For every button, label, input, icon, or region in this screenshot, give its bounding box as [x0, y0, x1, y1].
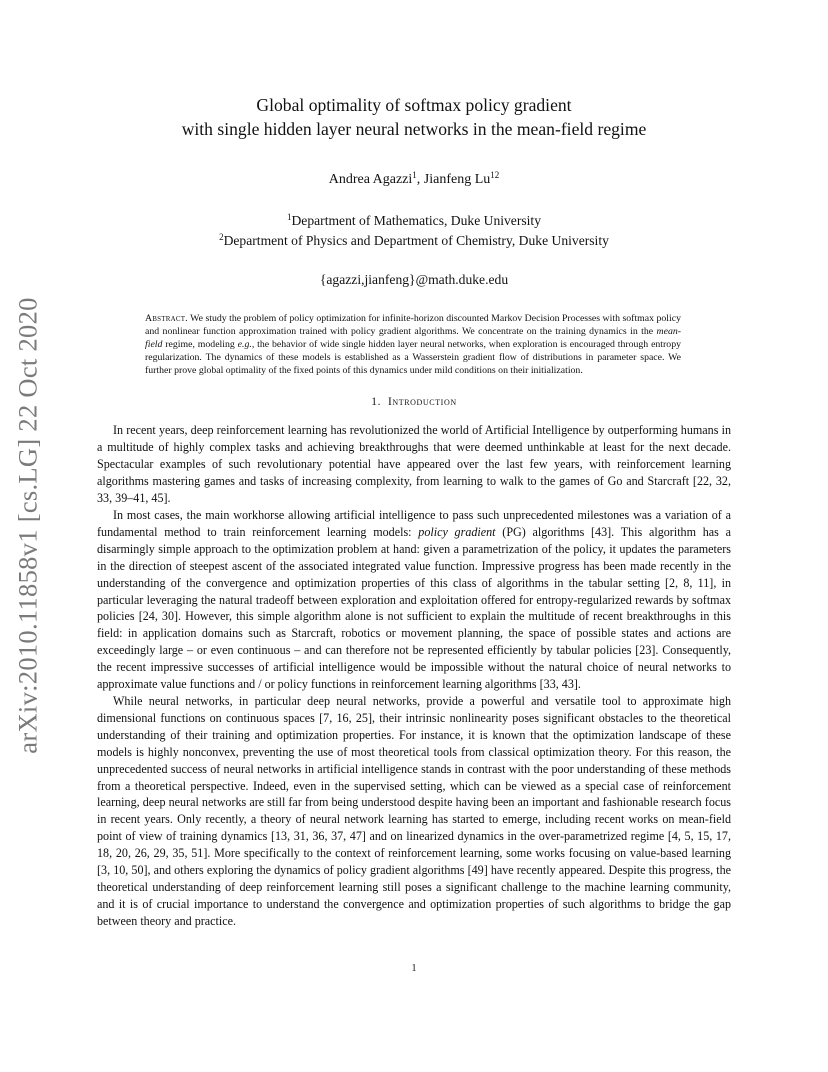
body-paragraph: While neural networks, in particular deep neural networks, provide a powerful and versatile tool to approximate high dimensional functions on continuous spaces [7, 16, 25], their intrinsic nonlinearity poses significant obstacles to the theoretical understanding of their training and optimization properties. For instance, it is known that the optimization landscape of these models is highly nonconvex, preventing the use of most theoretical tools from classical optimization theory. For this reason, the unprecedented success of neural networks in artificial intelligence stands in contrast with the poor understanding of these methods from a theoretical perspective. Indeed, even in the supervised setting, which can be viewed as a special case of reinforcement learning, deep neural networks are still far from being understood despite having been an important and fashionable research focus in recent years. Only recently, a theory of neural network learning has started to emerge, including recent works on mean-field point of view of training dynamics [13, 31, 36, 37, 47] and on linearized dynamics in the over-parametrized regime [4, 5, 15, 17, 18, 20, 26, 29, 35, 51]. More specifically to the context of reinforcement learning, some works focusing on value-based learning [3, 10, 50], and others exploring the dynamics of policy gradient algorithms [49] have recently appeared. Despite this progress, the theoretical understanding of deep reinforcement learning still poses a significant challenge to the machine learning community, and it is of crucial importance to understand the convergence and optimization properties of such algorithms to bridge the gap between theory and practice.	[97, 693, 731, 928]
author-separator: ,	[416, 172, 424, 187]
author-affil-mark: 12	[490, 170, 500, 180]
abstract-heading: Abstract.	[145, 313, 188, 324]
abstract-text: , the behavior of wide single hidden layer neural networks, when exploration is encouraged through entropy regularization. The dynamics of these models is established as a Wasserstein gradient flow of distributions in parameter space. We further prove global optimality of the fixed points of this dynamics under mild conditions on their initialization.	[145, 339, 681, 377]
paper-title	[97, 93, 731, 141]
affiliation-text: Department of Physics and Department of Chemistry, Duke University	[223, 233, 609, 248]
paragraph-emphasis: policy gradient	[418, 524, 496, 539]
title-line-2: with single hidden layer neural networks in the mean-field regime	[181, 119, 647, 139]
affiliation-mark: 1	[286, 212, 292, 222]
page-number: 1	[411, 963, 417, 974]
body-paragraph	[97, 507, 731, 693]
body-paragraph: In recent years, deep reinforcement learning has revolutionized the world of Artificial Intelligence by outperforming humans in a multitude of highly complex tasks and achieving breakthroughs that were deemed unthinkable at least for the next decade. Spectacular examples of such revolutionary potential have appeared over the last few years, with reinforcement learning algorithms mastering games and tasks of increasing complexity, from learning to walk to the games of Go and Starcraft [22, 32, 33, 39–41, 45].	[97, 423, 731, 506]
section-number: 1.	[371, 396, 382, 409]
abstract	[145, 312, 681, 377]
author-name: Andrea Agazzi	[328, 172, 413, 187]
section-body	[97, 422, 731, 929]
abstract-text: We study the problem of policy optimization for infinite-horizon discounted Markov Decision Processes with softmax policy and nonlinear function approximation trained with policy gradient algorithms. We concentrate on the training dynamics in the	[145, 313, 681, 338]
author-list	[97, 171, 731, 189]
affiliation	[97, 211, 731, 231]
author-name: Jianfeng Lu	[423, 172, 491, 187]
abstract-text: regime, modeling	[162, 339, 238, 351]
abstract-emphasis: e.g.	[237, 339, 252, 351]
abstract-emphasis: mean-field	[145, 326, 681, 351]
section-title: Introduction	[387, 396, 457, 409]
affiliations	[97, 211, 731, 251]
affiliation-text: Department of Mathematics, Duke University	[291, 213, 542, 228]
arxiv-side-stamp	[6, 290, 50, 760]
paragraph-text: In most cases, the main workhorse allowing artificial intelligence to pass such unprecedented milestones was a variation of a fundamental method to train reinforcement learning models:	[97, 508, 731, 539]
title-line-1: Global optimality of softmax policy gradient	[256, 95, 572, 115]
paper-page	[97, 93, 731, 930]
author-affil-mark: 1	[412, 170, 417, 180]
arxiv-identifier: arXiv:2010.11858v1 [cs.LG] 22 Oct 2020	[12, 296, 43, 754]
paragraph-text: (PG) algorithms [43]. This algorithm has a disarmingly simple approach to the optimization problem at hand: given a parametrization of the policy, it updates the parameters in the direction of steepest ascent of the associated integrated value function. Impressive progress has been made recently in the understanding of the convergence and optimization properties of this class of algorithms in the tabular setting [2, 8, 11], in particular leveraging the natural tradeoff between exploration and exploitation offered for entropy-regularized rewards by softmax policies [24, 30]. However, this simple algorithm alone is not sufficient to explain the multitude of recent breakthroughs in this field: in application domains such as Starcraft, robotics or movement planning, the space of possible states and actions are exceedingly large – or even continuous – and can therefore not be represented efficiently by tabular policies [23]. Consequently, the recent impressive successes of artificial intelligence would be impossible without the natural choice of neural networks to approximate value functions and / or policy functions in reinforcement learning algorithms [33, 43].	[97, 524, 731, 692]
section-heading	[97, 396, 731, 408]
affiliation-mark: 2	[219, 232, 224, 242]
affiliation	[97, 231, 731, 251]
author-email: {agazzi,jianfeng}@math.duke.edu	[319, 272, 509, 287]
